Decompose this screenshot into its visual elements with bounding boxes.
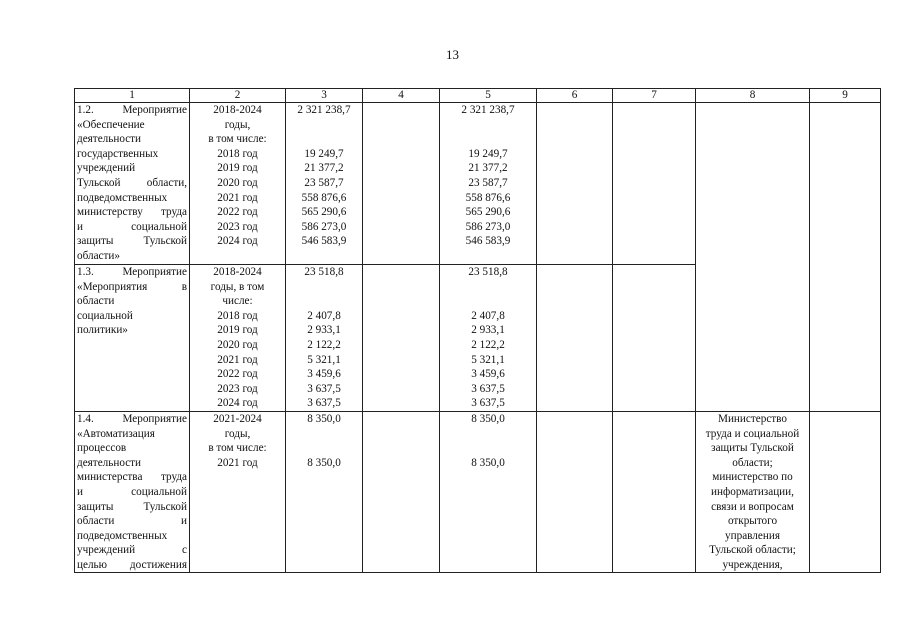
period-line: 2021 год (217, 191, 258, 204)
activity-name-line: области и (77, 515, 187, 528)
table-row (75, 103, 881, 265)
header-cell: 2 (190, 89, 286, 103)
amount-value: 3 637,5 (307, 382, 341, 395)
period-line: годы, в том (210, 280, 265, 293)
amount-value (442, 427, 534, 442)
activity-name-line: деятельности (77, 133, 142, 146)
period-cell (190, 265, 286, 412)
header-cell: 3 (286, 89, 363, 103)
responsible-line: труда и социальной (705, 427, 800, 440)
responsible-line: министерство по (712, 471, 793, 484)
activity-name-line: 1.2. Мероприятие (77, 104, 187, 116)
header-cell: 1 (75, 89, 190, 103)
amount-value: 23 518,8 (304, 266, 344, 278)
amount-value: 8 350,0 (471, 412, 505, 425)
period-line: 2018-2024 (213, 104, 262, 116)
amount-value: 2 122,2 (471, 338, 505, 351)
header-cell: 4 (363, 89, 440, 103)
activity-name-line: политики» (77, 324, 128, 337)
period-line: 2022 год (217, 368, 258, 381)
col5-amount-cell (440, 265, 537, 412)
responsible-line: учреждения, (722, 558, 783, 571)
empty-cell (537, 265, 613, 412)
period-line: 2020 год (217, 338, 258, 351)
activity-name-line: «Обеспечение (77, 118, 145, 131)
responsible-line: Тульской области; (709, 544, 796, 557)
amount-value (288, 118, 360, 133)
activity-name-cell (75, 411, 190, 573)
responsible-line: управления (725, 529, 780, 542)
period-line: 2018 год (217, 309, 258, 322)
amount-value: 3 637,5 (307, 397, 341, 410)
header-cell: 9 (810, 89, 881, 103)
empty-cell (363, 103, 440, 265)
header-cell: 5 (440, 89, 537, 103)
activity-name-line: министерству труда (77, 206, 187, 219)
amount-value: 586 273,0 (465, 220, 511, 233)
period-line: 2024 год (217, 397, 258, 410)
activity-name-line: учреждений с (77, 544, 187, 557)
period-line: 2024 год (217, 235, 258, 248)
period-line: числе: (222, 295, 253, 308)
amount-value (288, 441, 360, 456)
period-cell (190, 411, 286, 573)
amount-value: 19 249,7 (468, 147, 508, 160)
activity-name-line: защиты Тульской (77, 235, 187, 248)
activity-name-cell (75, 103, 190, 265)
total-amount-cell (286, 411, 363, 573)
activity-name-line: 1.4. Мероприятие (77, 412, 187, 425)
amount-value: 8 350,0 (307, 412, 341, 425)
period-line: 2018 год (217, 147, 258, 160)
period-line: 2018-2024 (213, 266, 262, 278)
activity-name-line: Тульской области, (77, 176, 187, 189)
activity-name-line: области» (77, 249, 120, 262)
responsible-line: защиты Тульской (711, 442, 794, 455)
empty-cell (696, 103, 810, 265)
period-line: 2019 год (217, 162, 258, 175)
amount-value: 2 321 238,7 (297, 104, 351, 116)
activity-name-line: министерства труда (77, 471, 187, 484)
responsible-line: Министерство (718, 412, 787, 425)
period-line: 2023 год (217, 220, 258, 233)
amount-value: 19 249,7 (304, 147, 344, 160)
amount-value (288, 294, 360, 309)
amount-value (442, 294, 534, 309)
amount-value: 546 583,9 (301, 235, 347, 248)
amount-value (442, 280, 534, 295)
period-line: 2019 год (217, 324, 258, 337)
amount-value: 3 459,6 (471, 368, 505, 381)
period-line: 2021 год (217, 456, 258, 469)
amount-value: 3 459,6 (307, 368, 341, 381)
period-line: в том числе: (208, 442, 267, 455)
amount-value: 8 350,0 (307, 456, 341, 469)
amount-value: 5 321,1 (307, 353, 341, 366)
amount-value (442, 132, 534, 147)
amount-value: 23 587,7 (304, 176, 344, 189)
empty-cell (810, 265, 881, 412)
amount-value: 565 290,6 (301, 206, 347, 219)
period-cell (190, 103, 286, 265)
activity-name-line: социальной (77, 309, 133, 322)
amount-value: 3 637,5 (471, 382, 505, 395)
amount-value: 2 407,8 (471, 309, 505, 322)
amount-value: 21 377,2 (304, 162, 344, 175)
activity-name-line: государственных (77, 147, 159, 160)
activity-name-line: 1.3. Мероприятие (77, 266, 187, 278)
period-line: годы, (224, 427, 251, 440)
empty-cell (363, 411, 440, 573)
empty-cell (810, 411, 881, 573)
header-cell: 8 (696, 89, 810, 103)
empty-cell (613, 103, 696, 265)
amount-value: 2 407,8 (307, 309, 341, 322)
period-line: 2023 год (217, 382, 258, 395)
amount-value: 565 290,6 (465, 206, 511, 219)
amount-value: 586 273,0 (301, 220, 347, 233)
program-table (74, 88, 881, 573)
amount-value: 3 637,5 (471, 397, 505, 410)
amount-value (442, 118, 534, 133)
activity-name-cell (75, 265, 190, 412)
amount-value: 5 321,1 (471, 353, 505, 366)
activity-name-line: области (77, 295, 115, 308)
amount-value: 2 321 238,7 (461, 104, 515, 116)
amount-value (288, 132, 360, 147)
table-row (75, 411, 881, 573)
activity-name-line: «Автоматизация (77, 427, 155, 440)
header-cell: 7 (613, 89, 696, 103)
period-line: в том числе: (208, 133, 267, 146)
amount-value: 558 876,6 (465, 191, 511, 204)
empty-cell (613, 265, 696, 412)
amount-value: 2 933,1 (307, 324, 341, 337)
empty-cell (696, 265, 810, 412)
amount-value (288, 427, 360, 442)
activity-name-line: учреждений (77, 162, 136, 175)
amount-value: 23 587,7 (468, 176, 508, 189)
col5-amount-cell (440, 103, 537, 265)
period-line: 2022 год (217, 206, 258, 219)
responsible-line: информатизации, (711, 485, 794, 498)
empty-cell (537, 411, 613, 573)
activity-name-line: «Мероприятия в (77, 280, 187, 293)
table-row (75, 265, 881, 412)
header-cell: 6 (537, 89, 613, 103)
empty-cell (537, 103, 613, 265)
amount-value: 2 933,1 (471, 324, 505, 337)
total-amount-cell (286, 103, 363, 265)
amount-value (442, 441, 534, 456)
amount-value: 546 583,9 (465, 235, 511, 248)
empty-cell (810, 103, 881, 265)
period-line: 2020 год (217, 176, 258, 189)
empty-cell (363, 265, 440, 412)
empty-cell (613, 411, 696, 573)
activity-name-line: подведомственных (77, 529, 168, 542)
responsible-line: связи и вопросам (711, 500, 794, 513)
amount-value (288, 280, 360, 295)
activity-name-line: деятельности (77, 456, 142, 469)
amount-value: 558 876,6 (301, 191, 347, 204)
amount-value: 8 350,0 (471, 456, 505, 469)
activity-name-line: процессов (77, 442, 127, 455)
responsible-line: открытого (727, 515, 778, 528)
activity-name-line: защиты Тульской (77, 500, 187, 513)
page-number: 13 (446, 47, 459, 62)
amount-value: 23 518,8 (468, 266, 508, 278)
activity-name-line: и социальной (77, 220, 187, 233)
header-row (75, 89, 881, 103)
responsible-line: области; (732, 456, 773, 469)
activity-name-line: целью достижения (77, 558, 187, 571)
activity-name-line: подведомственных (77, 191, 168, 204)
period-line: годы, (224, 118, 251, 131)
period-line: 2021-2024 (213, 412, 262, 425)
amount-value: 2 122,2 (307, 338, 341, 351)
total-amount-cell (286, 265, 363, 412)
responsible-cell (696, 411, 810, 573)
activity-name-line: и социальной (77, 485, 187, 498)
col5-amount-cell (440, 411, 537, 573)
amount-value: 21 377,2 (468, 162, 508, 175)
period-line: 2021 год (217, 353, 258, 366)
